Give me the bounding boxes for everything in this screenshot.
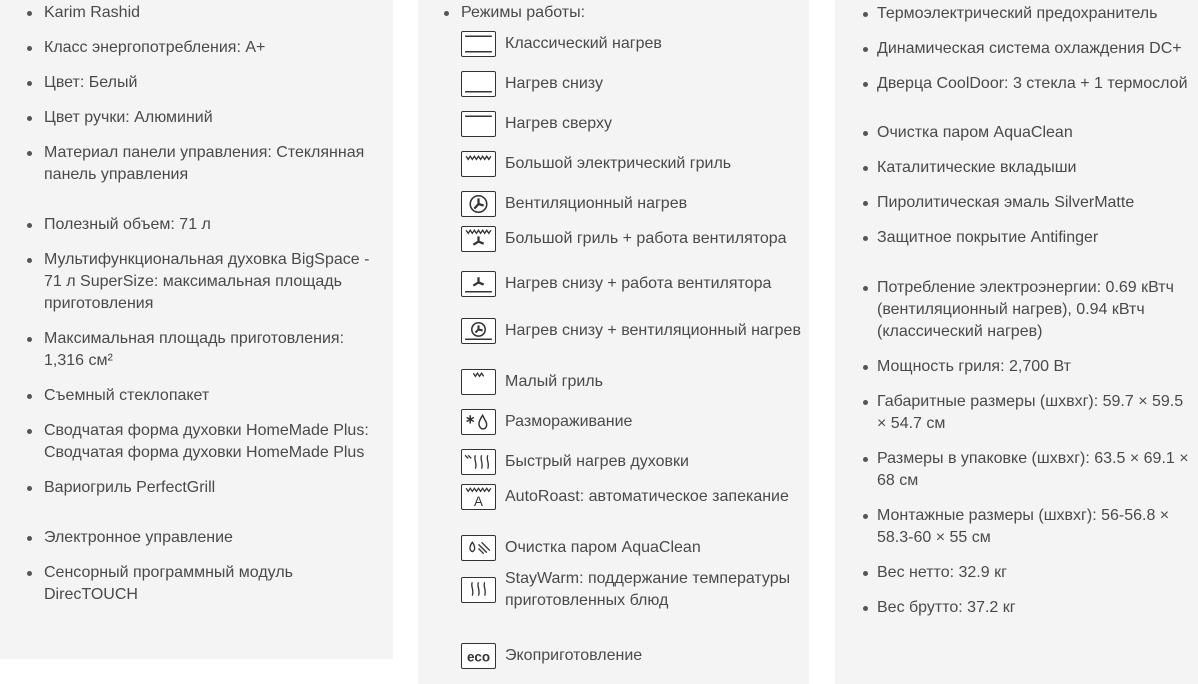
mode-item (461, 369, 603, 395)
mode-item (461, 226, 787, 252)
bottom-fan-icon (461, 271, 496, 297)
spec-column-technical (835, 0, 1198, 684)
cooking-modes-column (418, 0, 809, 684)
mode-label: Малый гриль (505, 373, 603, 390)
mode-label: Экоприготовление (505, 647, 643, 664)
spec-electronic-control: Электронное управление (0, 527, 393, 549)
autoroast-icon (461, 484, 496, 510)
mode-label: Очистка паром AquaClean (505, 539, 701, 556)
mode-label: Нагрев снизу + работа вентилятора (505, 275, 772, 292)
fan-heat-icon (461, 191, 496, 217)
mode-item (461, 409, 632, 435)
spec-handle-color: Цвет ручки: Алюминий (0, 107, 393, 129)
spec-antifinger: Защитное покрытие Antifinger (835, 227, 1198, 249)
mode-label: Нагрев снизу + вентиляционный нагрев (505, 322, 801, 339)
mode-item (461, 484, 789, 510)
mode-item (461, 151, 731, 177)
mode-label: Нагрев снизу (505, 75, 603, 92)
small-grill-icon (461, 369, 496, 395)
mode-label: Размораживание (505, 413, 633, 430)
spec-directouch: Сенсорный программный модуль DirecTOUCH (0, 562, 393, 606)
top-bottom-heat-icon (461, 31, 496, 57)
mode-label: Большой электрический гриль (505, 155, 732, 172)
mode-item (461, 191, 687, 217)
spec-bigspace: Мультифункциональная духовка BigSpace - 71 л SuperSize: максимальная площадь приготовления (0, 249, 393, 315)
spec-max-cooking-area: Максимальная площадь приготовления: 1,316 см² (0, 328, 393, 372)
spec-control-panel-material: Материал панели управления: Стеклянная панель управления (0, 142, 393, 186)
mode-item (461, 449, 689, 475)
bottom-heat-icon (461, 71, 496, 97)
mode-label: AutoRoast: автоматическое запекание (505, 488, 789, 505)
mode-label: Вентиляционный нагрев (505, 195, 688, 212)
spec-energy-class: Класс энергопотребления: A+ (0, 37, 393, 59)
spec-removable-glass: Съемный стеклопакет (0, 385, 393, 407)
mode-label: Классический нагрев (505, 35, 662, 52)
spec-perfectgrill: Вариогриль PerfectGrill (0, 477, 393, 499)
mode-label: Быстрый нагрев духовки (505, 453, 689, 470)
spec-cooldoor: Дверца CoolDoor: 3 стекла + 1 термослой (835, 73, 1198, 95)
spec-homemade-plus: Сводчатая форма духовки HomeMade Plus: Сводчатая форма духовки HomeMade Plus (0, 420, 393, 464)
spec-overall-dimensions: Габаритные размеры (шхвхг): 59.7 × 59.5 × 54.7 см (835, 391, 1198, 435)
spec-designer: Karim Rashid (0, 2, 393, 24)
mode-label: StayWarm: поддержание температуры приготовленных блюд (505, 570, 791, 609)
spec-dynamic-cooling: Динамическая система охлаждения DC+ (835, 38, 1198, 60)
spec-aquaclean: Очистка паром AquaClean (835, 122, 1198, 144)
mode-item (461, 568, 809, 612)
aquaclean-icon (461, 535, 496, 561)
spec-color: Цвет: Белый (0, 72, 393, 94)
spec-column-general (0, 0, 393, 659)
mode-item (461, 71, 603, 97)
mode-item (461, 643, 642, 669)
mode-label: Нагрев сверху (505, 115, 612, 132)
spec-grill-power: Мощность гриля: 2,700 Вт (835, 356, 1198, 378)
spec-net-weight: Вес нетто: 32.9 кг (835, 562, 1198, 584)
mode-item (461, 31, 662, 57)
spec-installation-dimensions: Монтажные размеры (шхвхг): 56-56.8 × 58.3-60 × 55 см (835, 505, 1198, 549)
mode-item (461, 318, 801, 344)
svg-text:A: A (474, 493, 483, 509)
staywarm-icon (461, 577, 496, 603)
rapid-heat-icon (461, 449, 496, 475)
spec-energy-consumption: Потребление электроэнергии: 0.69 кВтч (вентиляционный нагрев), 0.94 кВтч (классический нагрев) (835, 277, 1198, 343)
svg-text:eco: eco (466, 649, 491, 665)
mode-item (461, 535, 701, 561)
cooking-modes-heading: Режимы работы: (461, 2, 585, 24)
defrost-icon (461, 409, 496, 435)
top-heat-icon (461, 111, 496, 137)
eco-icon (461, 643, 496, 669)
spec-thermal-fuse: Термоэлектрический предохранитель (835, 3, 1198, 25)
mode-item (461, 111, 612, 137)
mode-label: Большой гриль + работа вентилятора (505, 230, 787, 247)
spec-package-dimensions: Размеры в упаковке (шхвхг): 63.5 × 69.1 × 68 см (835, 448, 1198, 492)
spec-gross-weight: Вес брутто: 37.2 кг (835, 597, 1198, 619)
grill-fan-icon (461, 226, 496, 252)
spec-catalytic-liners: Каталитические вкладыши (835, 157, 1198, 179)
large-grill-icon (461, 151, 496, 177)
bottom-fan-heat-icon (461, 318, 496, 344)
mode-item (461, 271, 771, 297)
spec-usable-volume: Полезный объем: 71 л (0, 214, 393, 236)
spec-pyrolytic-enamel: Пиролитическая эмаль SilverMatte (835, 192, 1198, 214)
